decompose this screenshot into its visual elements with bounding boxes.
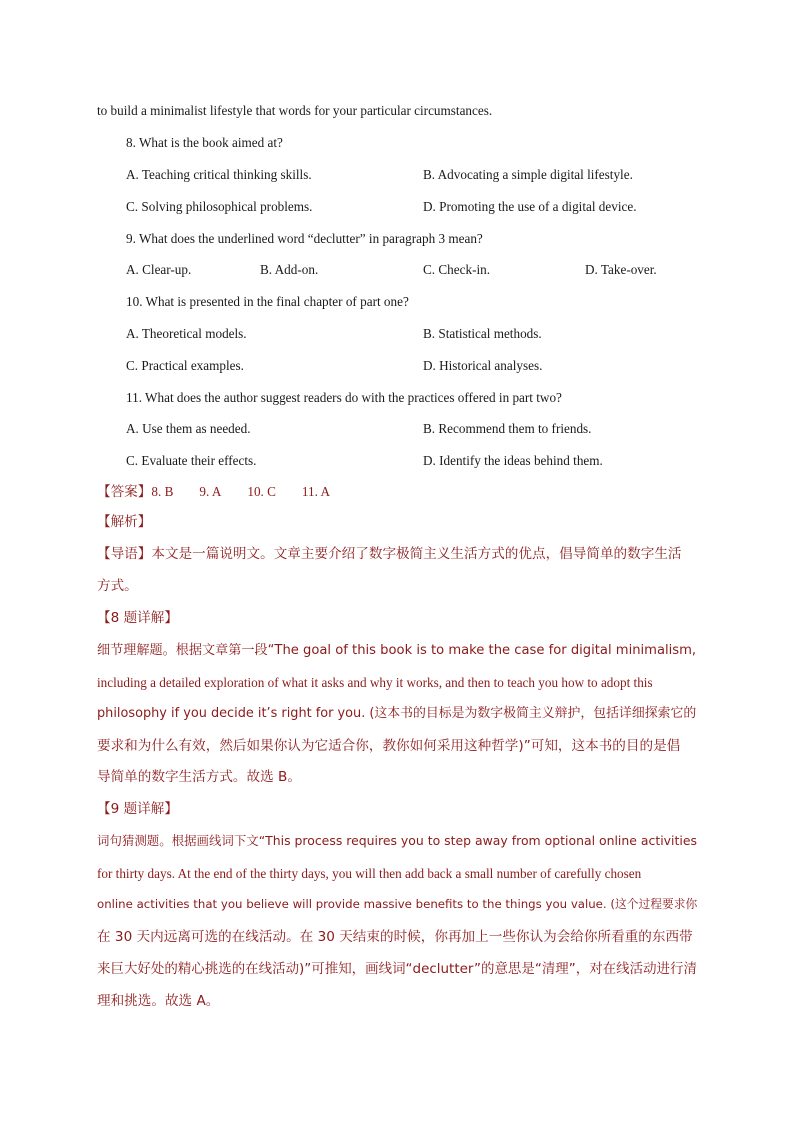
question-11-option-a: A. Use them as needed.	[126, 421, 251, 436]
q8-detail-line: philosophy if you decide it’s right for you. (这本书的目标是为数字极简主义辩护，包括详细探索它的	[97, 706, 697, 721]
q8-detail-line: 细节理解题。根据文章第一段“The goal of this book is to make the case for digital minimalism,	[97, 643, 697, 658]
guide-line-1	[97, 548, 682, 562]
guide-label: 【导语】	[97, 546, 152, 562]
question-9-option-d: D. Take-over.	[585, 262, 657, 277]
question-9-option-b: B. Add-on.	[260, 262, 319, 277]
question-9-option-c: C. Check-in.	[423, 262, 491, 277]
analysis-label: 【解析】	[97, 514, 152, 530]
question-10-option-a: A. Theoretical models.	[126, 326, 247, 341]
answer-11: 11. A	[301, 484, 331, 499]
question-11-option-b: B. Recommend them to friends.	[423, 421, 592, 436]
q9-detail-line: 来巨大好处的精心挑选的在线活动)”可推知，画线词“declutter”的意思是“清理”，对在线活动进行清	[97, 961, 697, 977]
q9-detail-line: 在 30 天内远离可选的在线活动。在 30 天结束的时候，你再加上一些你认为会给你所看重的东西带	[97, 929, 693, 945]
q9-detail-line: online activities that you believe will provide massive benefits to the things you value. (这个过程要求你	[97, 897, 698, 911]
q8-detail-line: 导简单的数字生活方式。故选 B。	[97, 769, 301, 785]
q8-detail-line: including a detailed exploration of what it asks and why it works, and then to teach you how to adopt this	[97, 675, 653, 690]
q9-detail-line: 词句猜测题。根据画线词下文“This process requires you to step away from optional online activities	[97, 833, 697, 848]
guide-text-1: 本文是一篇说明文。文章主要介绍了数字极简主义生活方式的优点，倡导简单的数字生活	[151, 546, 682, 562]
question-10-option-b: B. Statistical methods.	[423, 326, 542, 341]
question-8-option-b: B. Advocating a simple digital lifestyle.	[423, 167, 633, 182]
question-11-stem: 11. What does the author suggest readers do with the practices offered in part two?	[126, 390, 562, 405]
q9-detail-line: for thirty days. At the end of the thirty days, you will then add back a small number of carefully chosen	[97, 866, 642, 881]
question-8-option-a: A. Teaching critical thinking skills.	[126, 167, 312, 182]
answer-8: 8. B	[151, 484, 174, 499]
answer-10: 10. C	[247, 484, 276, 499]
question-8-stem: 8. What is the book aimed at?	[126, 135, 283, 150]
q8-detail-label: 【8 题详解】	[97, 610, 178, 626]
intro-line: to build a minimalist lifestyle that words for your particular circumstances.	[97, 103, 493, 118]
question-9-stem: 9. What does the underlined word “declutter” in paragraph 3 mean?	[126, 231, 483, 246]
guide-line-2: 方式。	[97, 578, 138, 594]
question-9-option-a: A. Clear-up.	[126, 262, 192, 277]
q9-detail-line: 理和挑选。故选 A。	[97, 993, 220, 1009]
question-8-option-c: C. Solving philosophical problems.	[126, 199, 313, 214]
question-10-option-d: D. Historical analyses.	[423, 358, 543, 373]
question-8-option-d: D. Promoting the use of a digital device.	[423, 199, 637, 214]
answer-9: 9. A	[199, 484, 222, 499]
question-11-option-d: D. Identify the ideas behind them.	[423, 453, 603, 468]
question-10-stem: 10. What is presented in the final chapter of part one?	[126, 294, 409, 309]
q8-detail-line: 要求和为什么有效，然后如果你认为它适合你，教你如何采用这种哲学)”可知，这本书的目的是倡	[97, 738, 681, 754]
q9-detail-label: 【9 题详解】	[97, 801, 178, 817]
question-11-option-c: C. Evaluate their effects.	[126, 453, 257, 468]
answer-row	[97, 485, 330, 500]
answer-label: 【答案】	[97, 484, 152, 500]
question-10-option-c: C. Practical examples.	[126, 358, 244, 373]
